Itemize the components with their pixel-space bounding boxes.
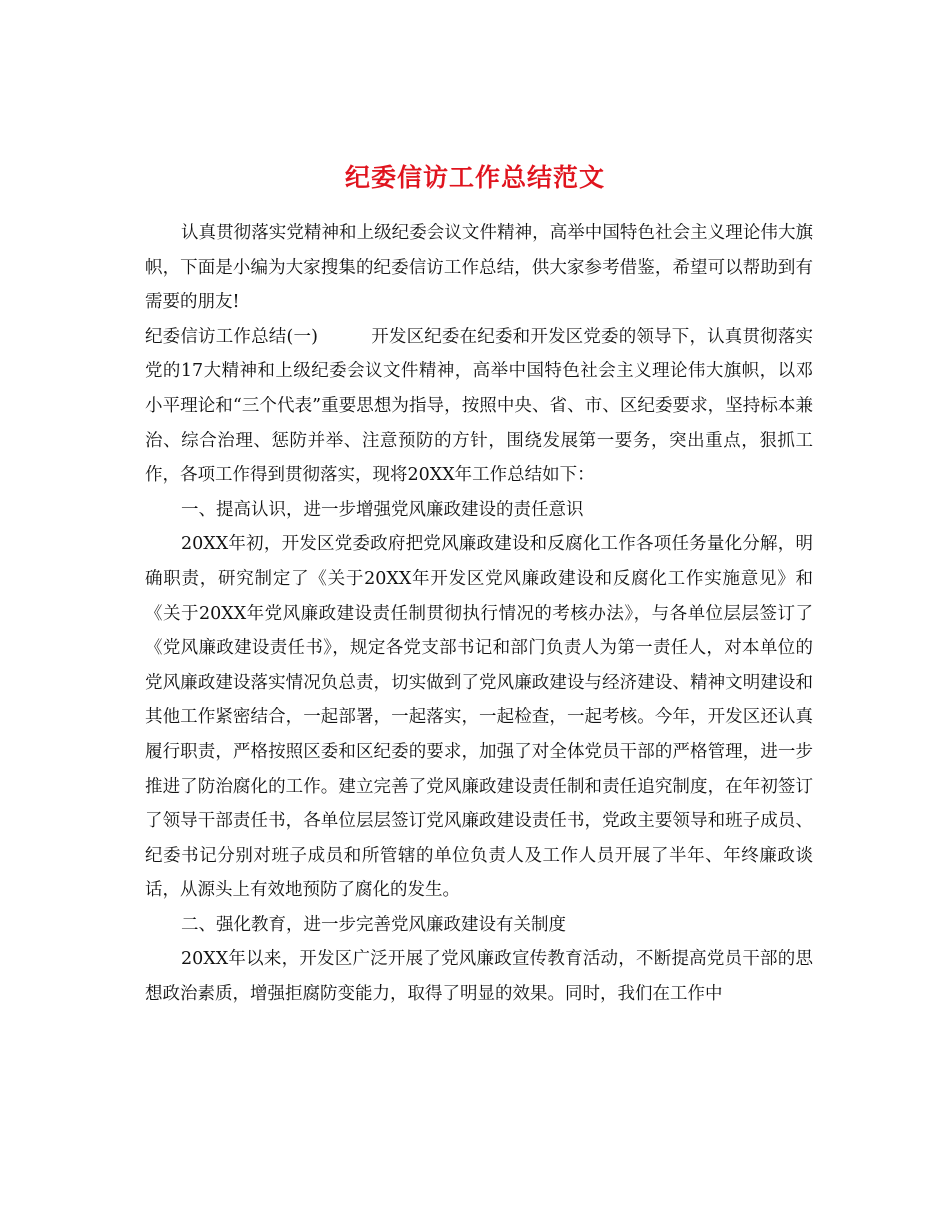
section-1-text: 开发区纪委在纪委和开发区党委的领导下，认真贯彻落实党的17大精神和上级纪委会议文件精神，高举中国特色社会主义理论伟大旗帜，以邓小平理论和“三个代表”重要思想为指导，按照中央、省、市、区纪委要求，坚持标本兼治、综合治理、惩防并举、注意预防的方针，围绕发展第一要务，突出重点，狠抓工作，各项工作得到贯彻落实，现将20XX年工作总结如下： (145, 326, 814, 486)
paragraph-1: 20XX年初，开发区党委政府把党风廉政建设和反腐化工作各项任务量化分解，明确职责，研究制定了《关于20XX年开发区党风廉政建设和反腐化工作实施意见》和《关于20XX年党风廉政建设责任制贯彻执行情况的考核办法》，与各单位层层签订了《党风廉政建设责任书》，规定各党支部书记和部门负责人为第一责任人，对本单位的党风廉政建设落实情况负总责，切实做到了党风廉政建设与经济建设、精神文明建设和其他工作紧密结合，一起部署，一起落实，一起检查，一起考核。今年，开发区还认真履行职责，严格按照区委和区纪委的要求，加强了对全体党员干部的严格管理，进一步推进了防治腐化的工作。建立完善了党风廉政建设责任制和责任追究制度，在年初签订了领导干部责任书，各单位层层签订党风廉政建设责任书，党政主要领导和班子成员、纪委书记分别对班子成员和所管辖的单位负责人及工作人员开展了半年、年终廉政谈话，从源头上有效地预防了腐化的发生。 (145, 534, 813, 901)
document-body (145, 216, 813, 1012)
paragraph-2: 20XX年以来，开发区广泛开展了党风廉政宣传教育活动，不断提高党员干部的思想政治素质，增强拒腐防变能力，取得了明显的效果。同时，我们在工作中 (145, 949, 813, 1005)
section-1-paragraph (145, 320, 813, 493)
intro-paragraph: 认真贯彻落实党精神和上级纪委会议文件精神，高举中国特色社会主义理论伟大旗帜，下面是小编为大家搜集的纪委信访工作总结，供大家参考借鉴，希望可以帮助到有需要的朋友! (145, 223, 813, 313)
heading-1: 一、提高认识，进一步增强党风廉政建设的责任意识 (181, 499, 584, 520)
heading-2: 二、强化教育，进一步完善党风廉政建设有关制度 (181, 914, 566, 935)
document-title: 纪委信访工作总结范文 (344, 162, 605, 192)
section-1-title: 纪委信访工作总结(一) (145, 326, 318, 347)
